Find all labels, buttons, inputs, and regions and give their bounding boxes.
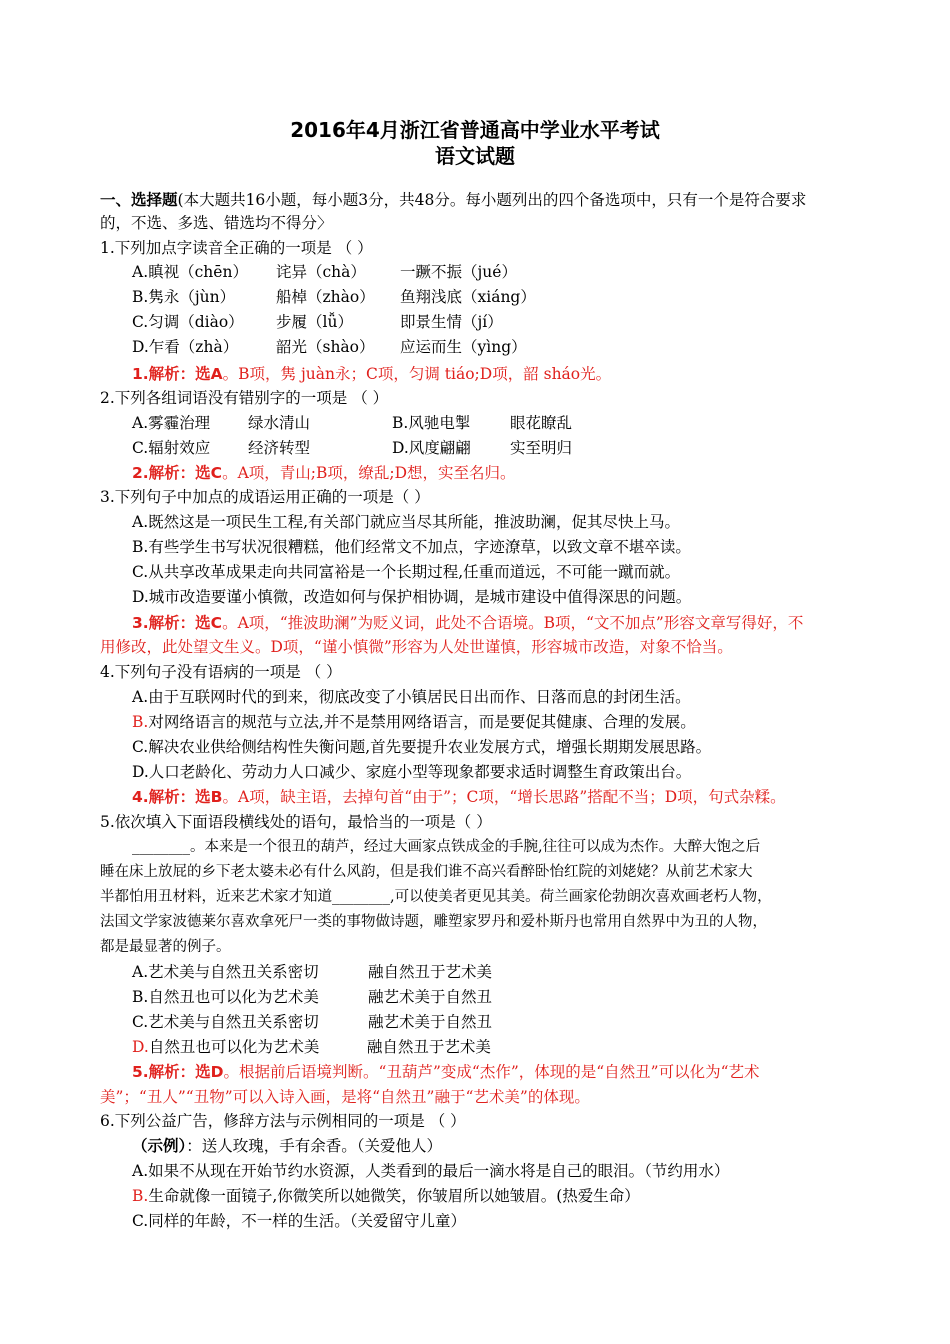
opt-part: C.匀调（diào）: [132, 313, 244, 331]
q5-option-c: [132, 1012, 492, 1032]
answer-label: 4.解析：选B: [132, 788, 223, 806]
q5-passage-line4: 法国文学家波德莱尔喜欢拿死尸一类的事物做诗题，雕塑家罗丹和爱朴斯丹也常用自然界中为丑的人物，: [100, 914, 767, 930]
q6-option-a: A.如果不从现在开始节约水资源，人类看到的最后一滴水将是自己的眼泪。（节约用水）: [132, 1162, 730, 1180]
opt-part: D.乍看（zhà）: [132, 338, 239, 356]
q3-option-b: B.有些学生书写状况很糟糕，他们经常文不加点，字迹潦草，以致文章不堪卒读。: [132, 538, 691, 556]
q2-options-ab: [132, 413, 572, 433]
opt-part: 融自然丑于艺术美: [366, 1038, 491, 1056]
opt-part: C.辐射效应: [132, 439, 211, 457]
opt-part: 实至明归: [510, 439, 573, 457]
opt-part: 融自然丑于艺术美: [368, 963, 493, 981]
q3-option-d: D.城市改造要谨小慎微，改造如何与保护相协调，是城市建设中值得深思的问题。: [132, 588, 692, 606]
example-text: ：送人玫瑰，手有余香。（关爱他人）: [186, 1137, 443, 1155]
q3-stem: 3.下列句子中加点的成语运用正确的一项是（ ）: [100, 488, 430, 506]
answer-text: 。A项，“推波助澜”为贬义词，此处不合语境。B项，“文不加点”形容文章写得好，不: [222, 614, 804, 632]
q1-answer: [132, 364, 611, 384]
answer-text: 。A项，青山;B项，缭乱;D想，实至名归。: [222, 464, 516, 482]
option-text: 对网络语言的规范与立法,并不是禁用网络语言，而是要促其健康、合理的发展。: [148, 713, 696, 731]
q6-option-c: C.同样的年龄，不一样的生活。（关爱留守儿童）: [132, 1212, 466, 1230]
q2-answer: [132, 463, 516, 483]
opt-part: 鱼翔浅底（xiáng）: [400, 288, 536, 306]
opt-part: 经济转型: [248, 439, 311, 457]
option-letter: D.: [132, 1038, 149, 1056]
answer-text: 。A项，缺主语，去掉句首“由于”；C项，“增长思路”搭配不当；D项，句式杂糅。: [222, 788, 786, 806]
q1-option-b: [132, 287, 536, 307]
page-title: 2016年4月浙江省普通高中学业水平考试: [290, 118, 660, 142]
opt-part: B.自然丑也可以化为艺术美: [132, 988, 319, 1006]
section-intro: [100, 190, 806, 210]
q4-option-a: A.由于互联网时代的到来，彻底改变了小镇居民日出而作、日落而息的封闭生活。: [132, 688, 691, 706]
q4-option-d: D.人口老龄化、劳动力人口减少、家庭小型等现象都要求适时调整生育政策出台。: [132, 763, 692, 781]
q5-passage-line1: ________。本来是一个很丑的葫芦，经过大画家点铁成金的手腕,往往可以成为杰作。大醉大饱之后: [132, 839, 761, 855]
q1-option-a: [132, 262, 517, 282]
q1-stem: 1.下列加点字读音全正确的一项是 （ ）: [100, 239, 373, 257]
answer-label: 1.解析：选A: [132, 365, 223, 383]
answer-label: 2.解析：选C: [132, 464, 223, 482]
answer-label: 3.解析：选C: [132, 614, 223, 632]
opt-part: 融艺术美于自然丑: [368, 1013, 493, 1031]
q5-passage-line3: 半都怕用丑材料，近来艺术家才知道________,可以使美者更见其美。荷兰画家伦勃朗次喜欢画老朽人物，: [100, 889, 772, 905]
section-desc-line2: 的，不选、多选、错选均不得分〉: [100, 214, 333, 232]
opt-part: B.风驰电掣: [392, 414, 471, 432]
q3-option-a: A.既然这是一项民生工程,有关部门就应当尽其所能，推波助澜，促其尽快上马。: [132, 513, 681, 531]
opt-part: 应运而生（yìng）: [400, 338, 527, 356]
opt-part: B.隽永（jùn）: [132, 288, 236, 306]
q4-answer: [132, 787, 786, 807]
q5-passage-line5: 都是最显著的例子。: [100, 939, 231, 955]
opt-part: 步履（lǚ）: [276, 313, 353, 331]
q1-option-d: [132, 337, 527, 357]
q3-option-c: C.从共享改革成果走向共同富裕是一个长期过程,任重而道远，不可能一蹴而就。: [132, 563, 681, 581]
answer-label: 5.解析：选D: [132, 1063, 224, 1081]
q6-option-b: [132, 1186, 640, 1206]
q5-stem: 5.依次填入下面语段横线处的语句，最恰当的一项是（ ）: [100, 813, 492, 831]
opt-part: A.艺术美与自然丑关系密切: [132, 963, 319, 981]
answer-text: 。B项，隽 juàn永；C项，匀调 tiáo;D项，韶 sháo光。: [222, 365, 612, 383]
q5-answer-cont: 美”；“丑人”“丑物”可以入诗入画，是将“自然丑”融于“艺术美”的体现。: [100, 1088, 590, 1106]
q6-stem: 6.下列公益广告，修辞方法与示例相同的一项是 （ ）: [100, 1112, 466, 1130]
opt-part: 融艺术美于自然丑: [368, 988, 493, 1006]
q4-option-c: C.解决农业供给侧结构性失衡问题,首先要提升农业发展方式，增强长期期发展思路。: [132, 738, 712, 756]
example-label: （示例）: [132, 1137, 187, 1155]
section-desc: (本大题共16小题，每小题3分，共48分。每小题列出的四个备选项中，只有一个是符合要求: [177, 191, 807, 209]
q2-options-cd: [132, 438, 572, 458]
page-subtitle: 语文试题: [435, 144, 515, 168]
q5-passage-line2: 睡在床上放屁的乡下老太婆未必有什么风韵，但是我们谁不高兴看醉卧怡红院的刘姥姥？从前艺术家大: [100, 864, 753, 880]
q5-option-b: [132, 987, 492, 1007]
opt-part: 一蹶不振（jué）: [400, 263, 517, 281]
opt-part: 自然丑也可以化为艺术美: [148, 1038, 320, 1056]
q5-option-a: [132, 962, 492, 982]
q3-answer: [132, 613, 803, 633]
opt-part: 船棹（zhào）: [276, 288, 375, 306]
option-text: 生命就像一面镜子,你微笑所以她微笑，你皱眉所以她皱眉。(热爱生命）: [148, 1187, 640, 1205]
opt-part: 绿水清山: [248, 414, 311, 432]
opt-part: C.艺术美与自然丑关系密切: [132, 1013, 319, 1031]
section-heading: 一、选择题: [100, 191, 178, 209]
option-letter: B.: [132, 1187, 149, 1205]
opt-part: 即景生情（jí）: [400, 313, 503, 331]
q4-stem: 4.下列句子没有语病的一项是 （ ）: [100, 663, 342, 681]
q2-stem: 2.下列各组词语没有错别字的一项是 （ ）: [100, 389, 389, 407]
opt-part: 眼花瞭乱: [510, 414, 573, 432]
q5-option-d: [132, 1037, 491, 1057]
opt-part: 韶光（shào）: [276, 338, 375, 356]
opt-part: A.瞋视（chēn）: [132, 263, 248, 281]
opt-part: 诧异（chà）: [276, 263, 366, 281]
q4-option-b: [132, 712, 696, 732]
answer-text: 。根据前后语境判断。“丑葫芦”变成“杰作”，体现的是“自然丑”可以化为“艺术: [223, 1063, 760, 1081]
q3-answer-cont: 用修改，此处望文生义。D项，“谨小慎微”形容为人处世谨慎，形容城市改造，对象不恰当。: [100, 638, 733, 656]
q6-example: [132, 1136, 442, 1156]
q1-option-c: [132, 312, 503, 332]
q5-answer: [132, 1062, 760, 1082]
opt-part: A.雾霾治理: [132, 414, 211, 432]
opt-part: D.风度翩翩: [392, 439, 471, 457]
option-letter: B.: [132, 713, 149, 731]
